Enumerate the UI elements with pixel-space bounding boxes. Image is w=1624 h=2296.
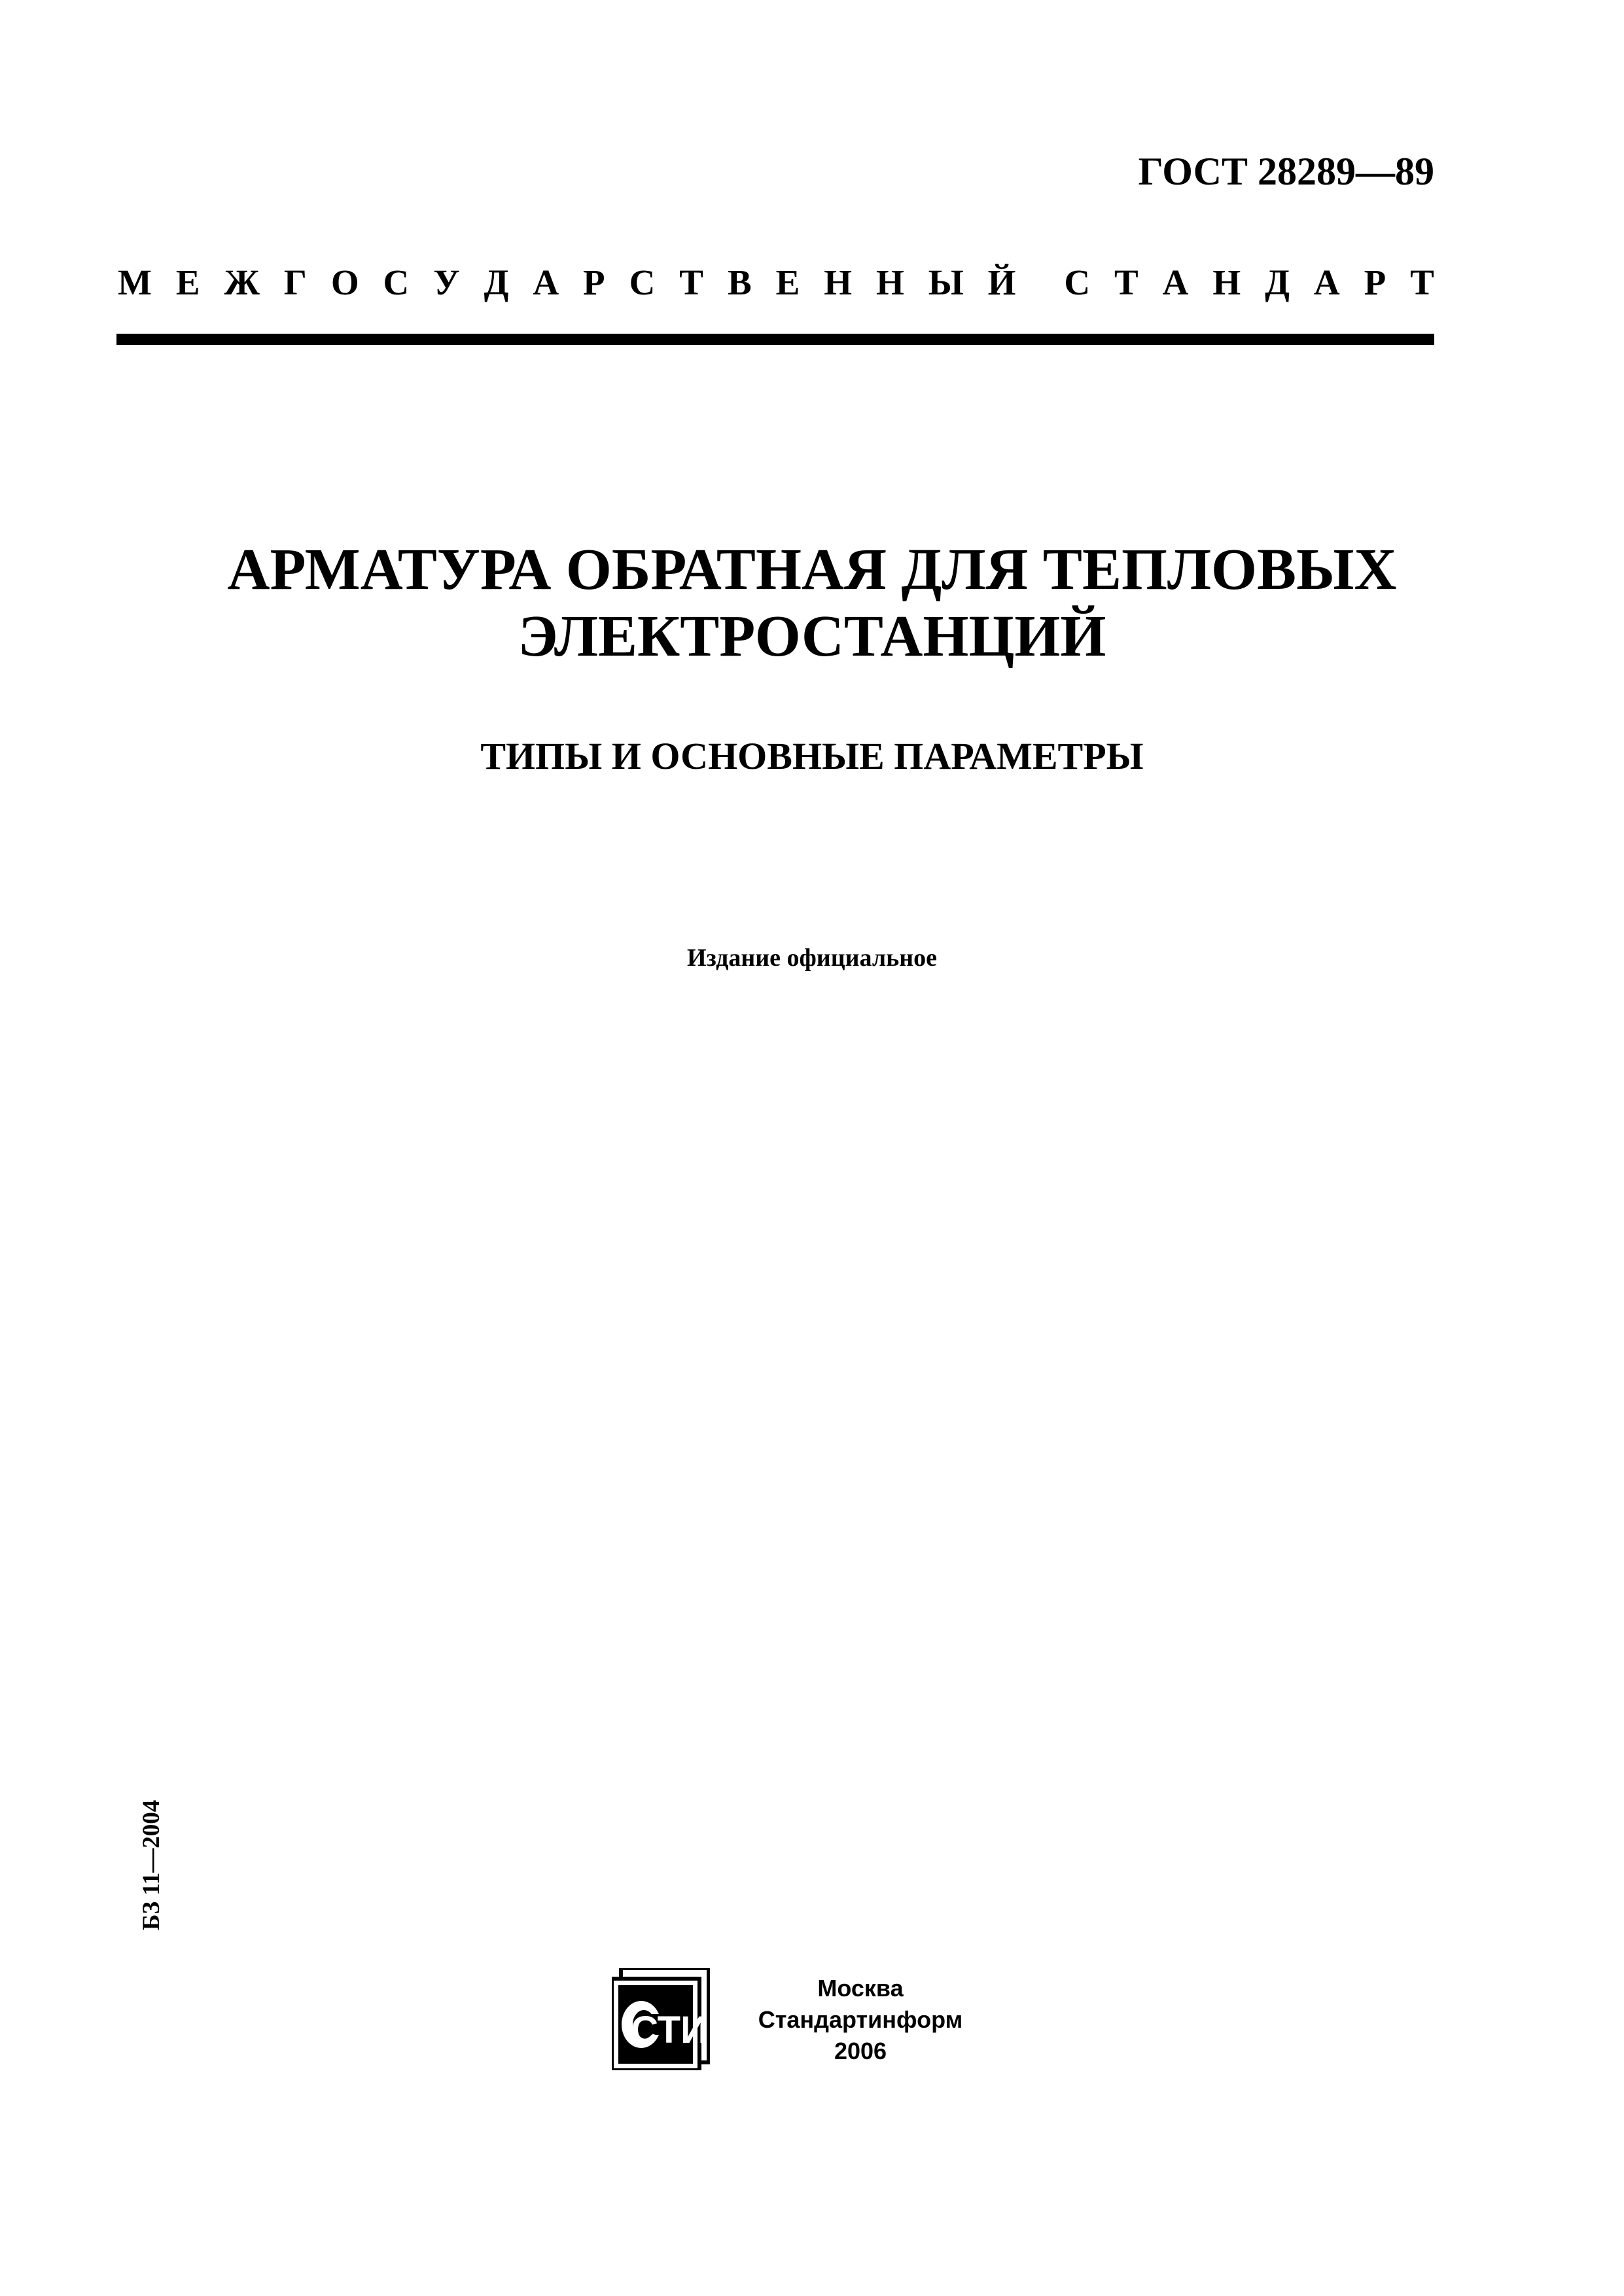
title-line: АРМАТУРА ОБРАТНАЯ ДЛЯ ТЕПЛОВЫХ <box>227 537 1397 602</box>
edition-note: Издание официальное <box>686 944 937 972</box>
document-kind <box>118 262 1434 303</box>
publisher-logo-icon <box>612 1968 710 2070</box>
kind-letter: С <box>383 262 410 302</box>
kind-letter: О <box>330 262 359 302</box>
kind-letter: Т <box>679 262 703 302</box>
kind-letter: С <box>1064 262 1091 302</box>
publisher-year: 2006 <box>834 2038 887 2064</box>
kind-letter: Н <box>824 262 852 302</box>
kind-letter: М <box>118 262 152 302</box>
publisher-city: Москва <box>817 1975 904 2002</box>
kind-letter: Й <box>987 262 1016 302</box>
side-code: БЗ 11—2004 <box>138 1799 165 1930</box>
publisher-name: Стандартинформ <box>758 2006 963 2033</box>
kind-letter: А <box>1162 262 1189 302</box>
header-rule <box>116 334 1434 345</box>
kind-letter: Р <box>583 262 605 302</box>
kind-letter: Т <box>1114 262 1139 302</box>
kind-letter: Г <box>283 262 307 302</box>
publisher-imprint <box>736 1973 985 2067</box>
kind-letter: Е <box>775 262 800 302</box>
kind-letter: Н <box>1212 262 1241 302</box>
kind-letter: В <box>727 262 752 302</box>
logo-letters: СТИ <box>631 2009 708 2051</box>
kind-letter: Д <box>484 262 509 302</box>
document-number: ГОСТ 28289—89 <box>1138 150 1434 193</box>
kind-letter: Ы <box>928 262 964 302</box>
kind-letter: Т <box>1410 262 1434 302</box>
document-subtitle: ТИПЫ И ОСНОВНЫЕ ПАРАМЕТРЫ <box>480 735 1144 777</box>
kind-letter: Е <box>175 262 200 302</box>
document-title <box>0 537 1624 670</box>
kind-letter: С <box>629 262 656 302</box>
kind-letter: Д <box>1265 262 1290 302</box>
kind-letter: Р <box>1364 262 1386 302</box>
kind-letter: У <box>433 262 460 302</box>
kind-letter: А <box>1313 262 1340 302</box>
kind-letter: Ж <box>224 262 260 302</box>
kind-letter: А <box>533 262 559 302</box>
title-line: ЭЛЕКТРОСТАНЦИЙ <box>518 604 1106 669</box>
kind-letter: Н <box>875 262 904 302</box>
